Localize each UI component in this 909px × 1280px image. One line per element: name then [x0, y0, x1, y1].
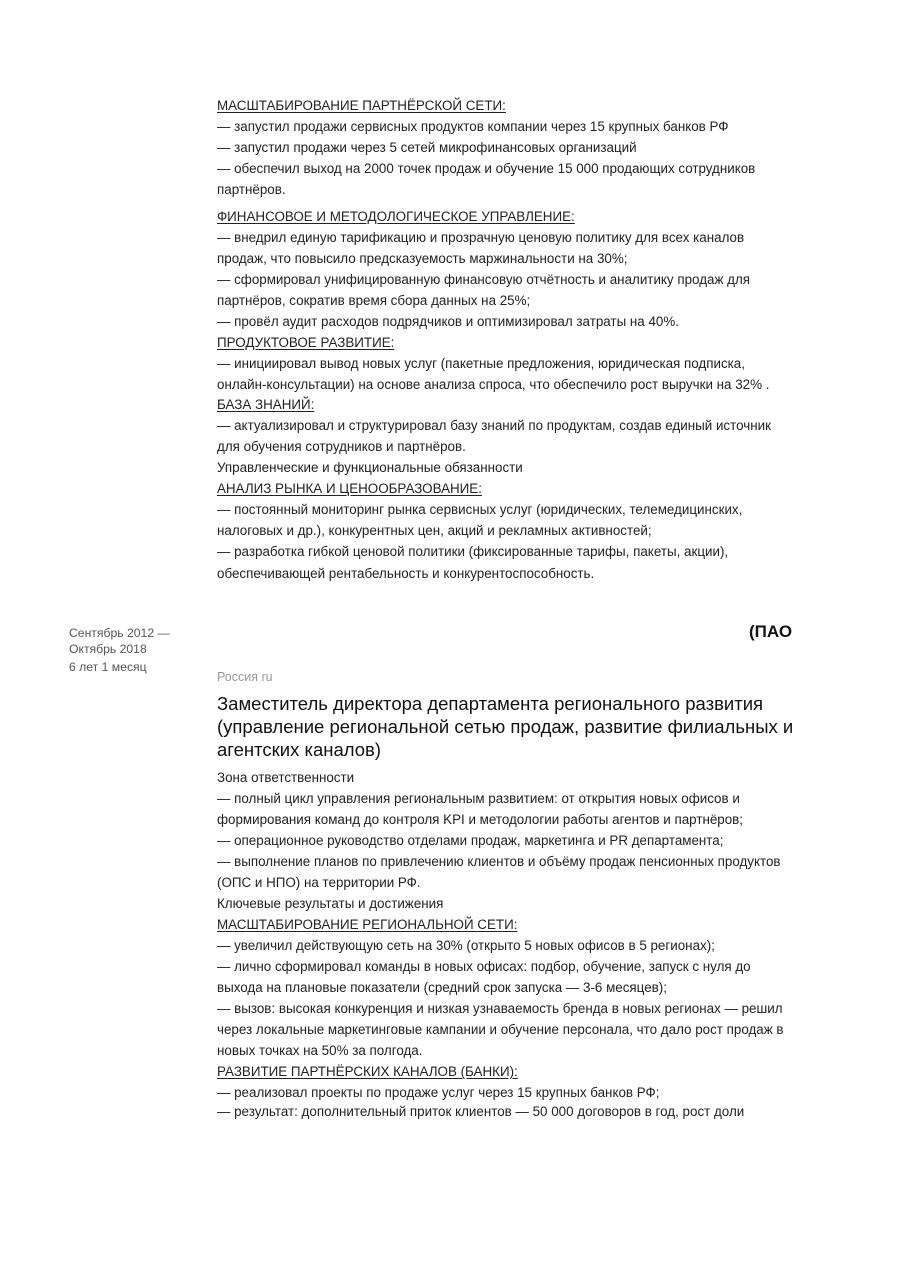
- text-line: обеспечивающей рентабельность и конкурентоспособность.: [217, 566, 595, 581]
- text-line: — запустил продажи через 5 сетей микрофинансовых организаций: [217, 140, 637, 155]
- text-line: Управленческие и функциональные обязанности: [217, 460, 523, 475]
- text-line: продаж, что повысило предсказуемость маржинальности на 30%;: [217, 251, 628, 266]
- section-heading: ПРОДУКТОВОЕ РАЗВИТИЕ:: [217, 335, 395, 350]
- text-line: — провёл аудит расходов подрядчиков и оптимизировал затраты на 40%.: [217, 314, 679, 329]
- text-line: — операционное руководство отделами продаж, маркетинга и PR департамента;: [217, 833, 724, 848]
- text-line: новых точках на 50% за полгода.: [217, 1043, 423, 1058]
- job-title-line: агентских каналов): [217, 739, 382, 760]
- text-line: (ОПС и НПО) на территории РФ.: [217, 875, 421, 890]
- job-title-line: Заместитель директора департамента регионального развития: [217, 693, 764, 714]
- text-line: налоговых и др.), конкурентных цен, акций и рекламных активностей;: [217, 523, 652, 538]
- job-period-start: Сентябрь 2012 —: [69, 626, 170, 640]
- section-heading: РАЗВИТИЕ ПАРТНЁРСКИХ КАНАЛОВ (БАНКИ):: [217, 1064, 518, 1079]
- text-line: — лично сформировал команды в новых офисах: подбор, обучение, запуск с нуля до: [217, 959, 751, 974]
- section-heading: БАЗА ЗНАНИЙ:: [217, 397, 315, 412]
- text-line: онлайн-консультации) на основе анализа спроса, что обеспечило рост выручки на 32% .: [217, 377, 770, 392]
- text-line: — обеспечил выход на 2000 точек продаж и обучение 15 000 продающих сотрудников: [217, 161, 756, 176]
- text-line: через локальные маркетинговые кампании и обучение персонала, что дало рост продаж в: [217, 1022, 784, 1037]
- section-heading: ФИНАНСОВОЕ И МЕТОДОЛОГИЧЕСКОЕ УПРАВЛЕНИЕ:: [217, 209, 575, 224]
- text-line: — реализовал проекты по продаже услуг через 15 крупных банков РФ;: [217, 1085, 660, 1100]
- job-period-end: Октябрь 2018: [69, 642, 147, 656]
- section-heading: АНАЛИЗ РЫНКА И ЦЕНООБРАЗОВАНИЕ:: [217, 481, 482, 496]
- text-line: партнёров, сократив время сбора данных на 25%;: [217, 293, 531, 308]
- text-line: — выполнение планов по привлечению клиентов и объёму продаж пенсионных продуктов: [217, 854, 781, 869]
- text-line: — вызов: высокая конкуренция и низкая узнаваемость бренда в новых регионах — решил: [217, 1001, 783, 1016]
- company-name: (ПАО: [749, 622, 793, 641]
- job-title-line: (управление региональной сетью продаж, развитие филиальных и: [217, 716, 794, 737]
- text-line: Ключевые результаты и достижения: [217, 896, 444, 911]
- text-line: — запустил продажи сервисных продуктов компании через 15 крупных банков РФ: [217, 119, 729, 134]
- text-line: Зона ответственности: [217, 770, 355, 785]
- text-line: — разработка гибкой ценовой политики (фиксированные тарифы, пакеты, акции),: [217, 544, 729, 559]
- text-line: — полный цикл управления региональным развитием: от открытия новых офисов и: [217, 791, 740, 806]
- section-heading: МАСШТАБИРОВАНИЕ РЕГИОНАЛЬНОЙ СЕТИ:: [217, 917, 518, 932]
- text-line: — постоянный мониторинг рынка сервисных услуг (юридических, телемедицинских,: [217, 502, 743, 517]
- text-line: формирования команд до контроля KPI и методологии работы агентов и партнёров;: [217, 812, 744, 827]
- job-duration: 6 лет 1 месяц: [69, 660, 147, 674]
- text-line: для обучения сотрудников и партнёров.: [217, 439, 466, 454]
- text-line: — результат: дополнительный приток клиентов — 50 000 договоров в год, рост доли: [217, 1104, 745, 1119]
- text-line: — сформировал унифицированную финансовую отчётность и аналитику продаж для: [217, 272, 751, 287]
- section-heading: МАСШТАБИРОВАНИЕ ПАРТНЁРСКОЙ СЕТИ:: [217, 98, 506, 113]
- text-line: — инициировал вывод новых услуг (пакетные предложения, юридическая подписка,: [217, 356, 745, 371]
- text-line: партнёров.: [217, 182, 286, 197]
- text-line: — увеличил действующую сеть на 30% (открыто 5 новых офисов в 5 регионах);: [217, 938, 715, 953]
- company-region: Россия ru: [217, 670, 273, 684]
- text-line: — внедрил единую тарификацию и прозрачную ценовую политику для всех каналов: [217, 230, 745, 245]
- job-title: [217, 692, 857, 761]
- text-line: выхода на плановые показатели (средний срок запуска — 3-6 месяцев);: [217, 980, 667, 995]
- text-line: — актуализировал и структурировал базу знаний по продуктам, создав единый источник: [217, 418, 771, 433]
